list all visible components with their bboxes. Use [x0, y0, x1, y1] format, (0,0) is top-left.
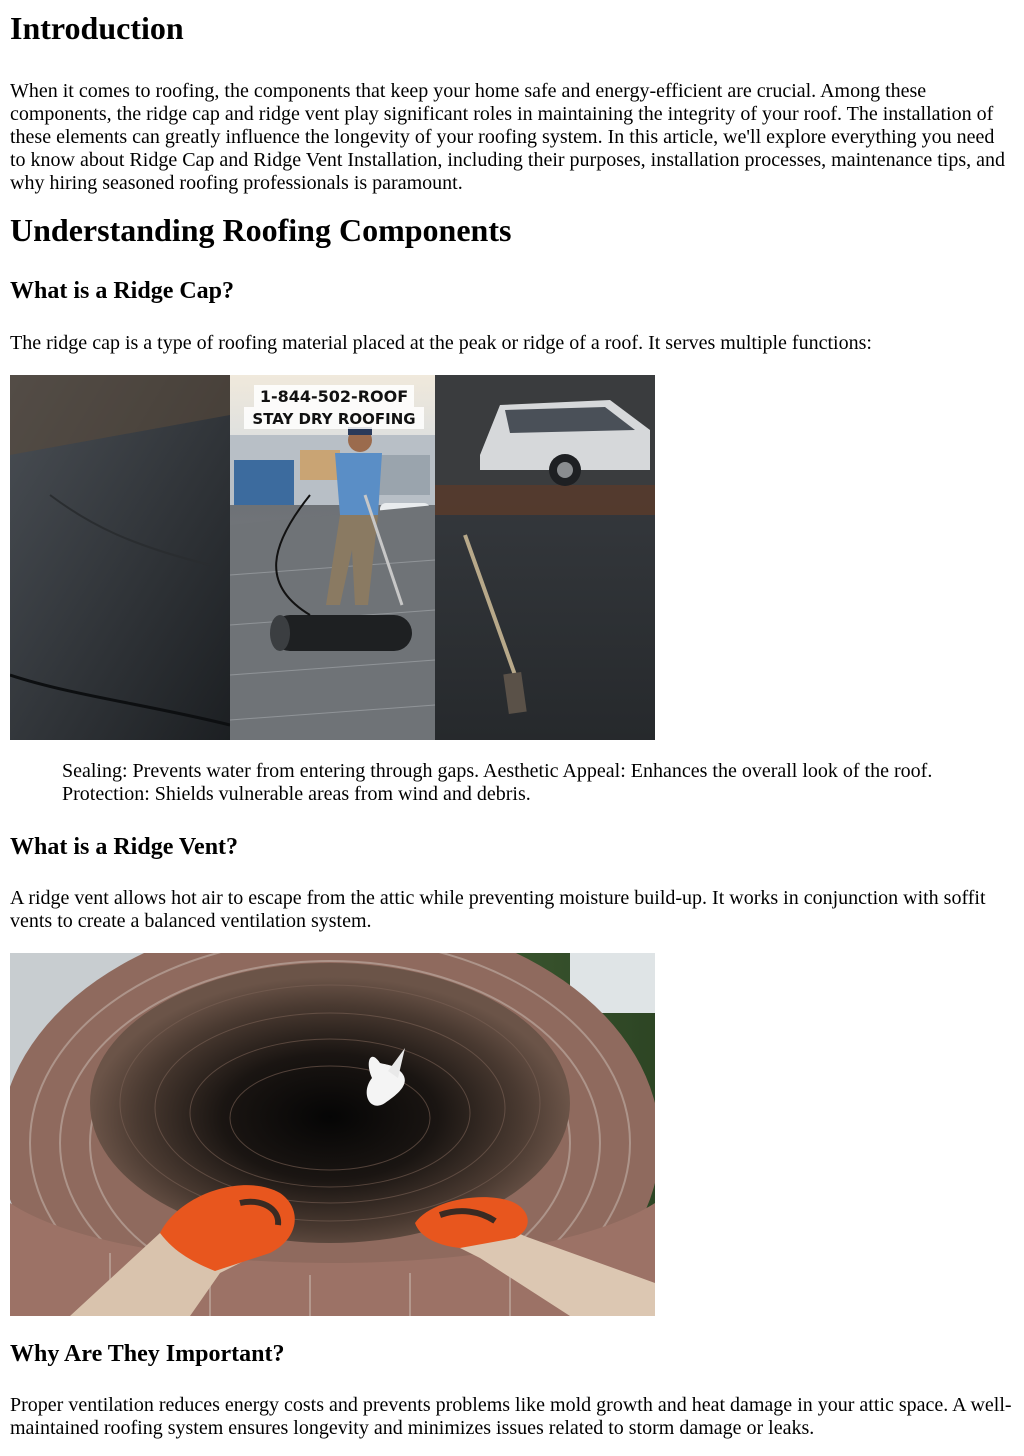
important-heading: Why Are They Important? — [10, 1341, 285, 1367]
intro-paragraph: When it comes to roofing, the components that keep your home safe and energy-efficient are crucial. Among these components, the ridge cap and ridge vent play significant roles in maintaining the integrity of your roof. The installation of these elements can greatly influence the longevity of your roofing system. In this article, we'll explore everything you need to know about Ridge Cap and Ridge Vent Installation, including their purposes, installation processes, maintenance tips, and why hiring seasoned roofing professionals is paramount. — [10, 80, 1005, 194]
article — [0, 10, 1024, 1440]
ridge-cap-paragraph: The ridge cap is a type of roofing material placed at the peak or ridge of a roof. It serves multiple functions: — [10, 332, 872, 354]
roofing-image — [10, 375, 655, 740]
chimney-image-graphic — [10, 953, 655, 1316]
intro-heading: Introduction — [10, 10, 184, 46]
important-paragraph: Proper ventilation reduces energy costs and prevents problems like mold growth and heat damage in your attic space. A well-maintained roofing system ensures longevity and minimizes issues related to storm damage or leaks. — [10, 1394, 1012, 1439]
ridge-vent-heading: What is a Ridge Vent? — [10, 834, 239, 860]
ridge-cap-heading: What is a Ridge Cap? — [10, 278, 235, 304]
roof-image-overlay-brand: STAY DRY ROOFING — [252, 410, 416, 428]
ridge-vent-paragraph: A ridge vent allows hot air to escape from the attic while preventing moisture build-up. It works in conjunction with soffit vents to create a balanced ventilation system. — [10, 887, 986, 932]
roof-image-overlay-phone: 1-844-502-ROOF — [259, 387, 409, 406]
components-heading: Understanding Roofing Components — [10, 212, 512, 248]
ridge-cap-functions: Sealing: Prevents water from entering through gaps. Aesthetic Appeal: Enhances the overall look of the roof. Protection: Shields vulnerable areas from wind and debris. — [62, 760, 933, 805]
chimney-image — [10, 953, 655, 1316]
roofing-image-graphic — [10, 375, 655, 740]
